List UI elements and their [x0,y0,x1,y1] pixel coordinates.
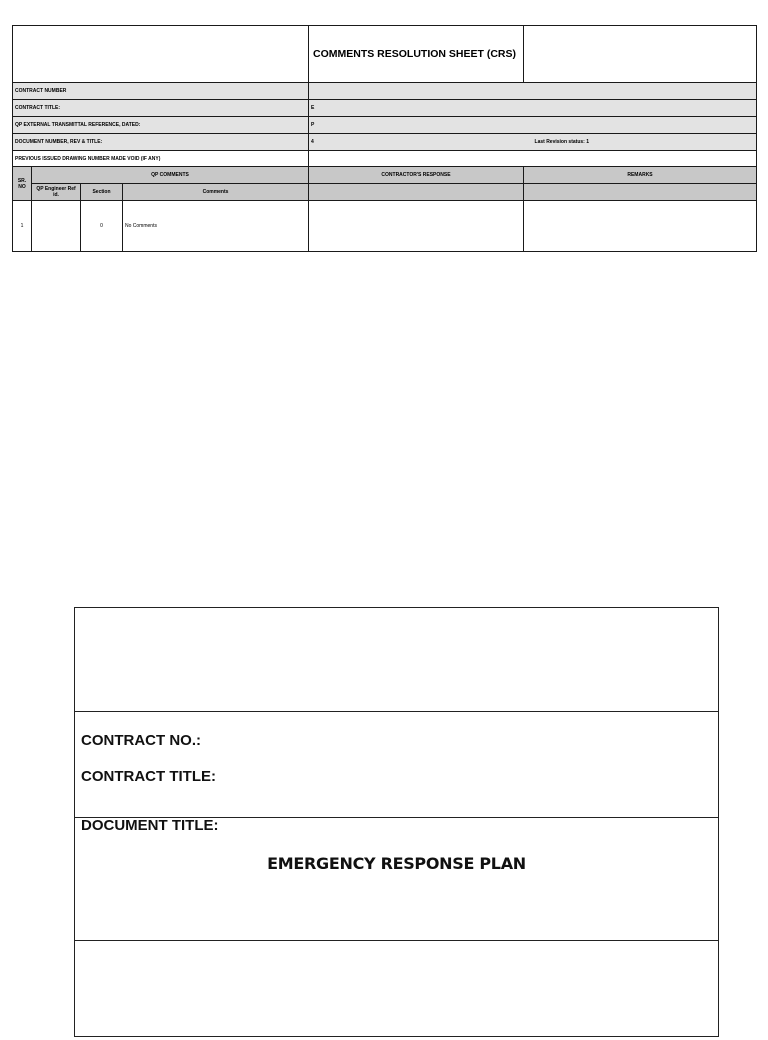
entry-contractor-response [309,201,524,252]
cover-bottom-section [75,940,718,1040]
contract-title-label: CONTRACT TITLE: [13,100,309,117]
table-row [13,201,757,252]
cover-logo-section [75,608,718,712]
comments-resolution-sheet [12,25,757,252]
header-blank-cell [524,26,757,83]
contract-no-label: CONTRACT NO.: [81,732,201,749]
last-revision-status: Last Revision status: 1 [534,139,589,145]
cover-page-box [74,607,719,1037]
contract-number-label: CONTRACT NUMBER [13,83,309,100]
contractor-response-subheader [309,184,524,201]
contract-number-value [309,83,757,100]
comments-header: Comments [123,184,309,201]
previous-issued-value [309,151,757,167]
qp-comments-header: QP COMMENTS [32,167,309,184]
entry-remarks [524,201,757,252]
cover-contract-section [75,711,718,818]
remarks-header: REMARKS [524,167,757,184]
qp-external-transmittal-value: P [309,117,757,134]
document-title-label: DOCUMENT TITLE: [81,817,219,834]
contract-title-label: CONTRACT TITLE: [81,768,216,785]
sheet-title: COMMENTS RESOLUTION SHEET (CRS) [309,26,524,83]
entry-section: 0 [81,201,123,252]
entry-sr-no: 1 [13,201,32,252]
sr-no-header: SR. NO [13,167,32,201]
logo-area [13,26,309,83]
document-number-label: DOCUMENT NUMBER, REV & TITLE: [13,134,309,151]
document-number-cell [309,134,757,151]
previous-issued-label: PREVIOUS ISSUED DRAWING NUMBER MADE VOID (IF ANY) [13,151,309,167]
entry-comments: No Comments [123,201,309,252]
qp-external-transmittal-label: QP EXTERNAL TRANSMITTAL REFERENCE, DATED: [13,117,309,134]
cover-document-section [75,817,718,941]
section-header: Section [81,184,123,201]
document-number-value: 4 [311,139,314,145]
contract-title-value: E [309,100,757,117]
qp-engineer-ref-header: QP Engineer Ref id. [32,184,81,201]
entry-qp-engineer-ref [32,201,81,252]
contractor-response-header: CONTRACTOR'S RESPONSE [309,167,524,184]
document-title: EMERGENCY RESPONSE PLAN [267,854,526,873]
remarks-subheader [524,184,757,201]
